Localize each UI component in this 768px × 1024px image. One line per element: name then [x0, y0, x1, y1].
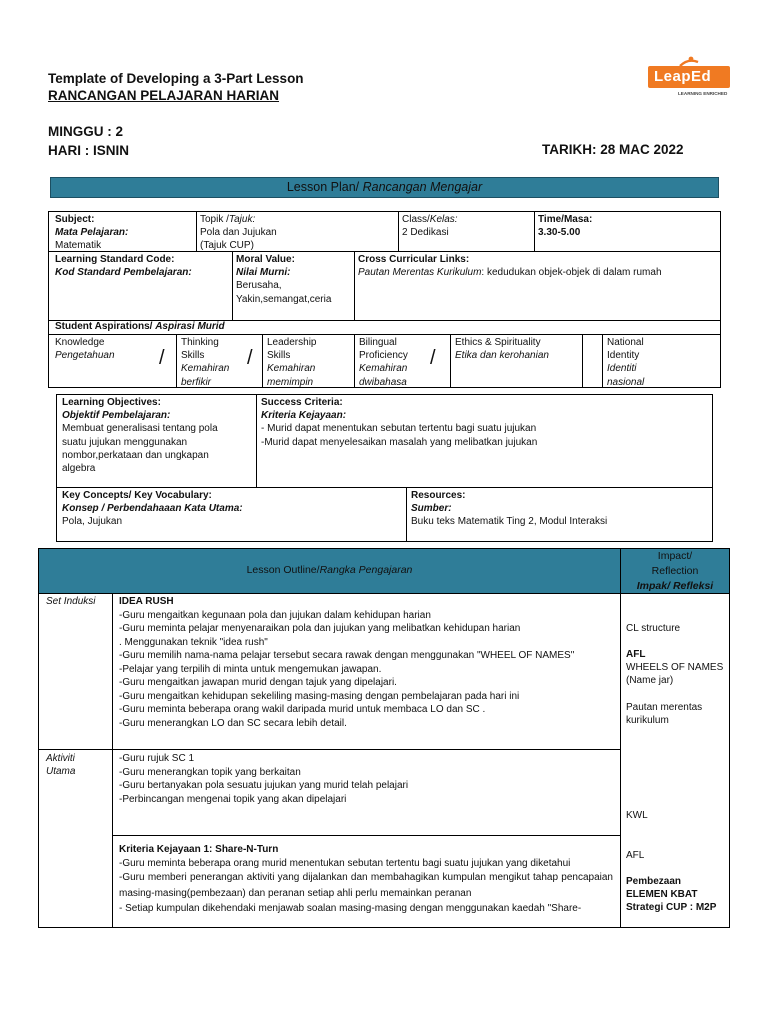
- lsc-cell: [55, 253, 192, 279]
- impact-kwl: KWL: [626, 810, 648, 821]
- banner-text: Lesson Plan/: [286, 180, 363, 194]
- lsc-label: Learning Standard Code:: [55, 254, 175, 265]
- impact-wheels: WHEELS OF NAMES: [626, 662, 724, 673]
- set-induksi-label: Set Induksi: [46, 596, 96, 607]
- aspiration-national: National Identity Identiti nasional: [607, 337, 645, 388]
- lesson-outline-table: [38, 548, 730, 928]
- week-day-block: [48, 122, 129, 160]
- impact-pautan-1: Pautan merentas: [626, 702, 703, 713]
- aktiviti-utama-label: Aktiviti Utama: [46, 753, 76, 778]
- hari-text: HARI : ISNIN: [48, 143, 129, 158]
- lesson-plan-banner: [50, 177, 719, 198]
- ccl-cell: [358, 253, 662, 279]
- moral-label-bm: Nilai Murni:: [236, 267, 291, 279]
- impact-cl: CL structure: [626, 623, 681, 634]
- topic-label-bm: Tajuk:: [228, 214, 256, 225]
- objectives-cell: Learning Objectives: Objektif Pembelajaran: Membuat generalisasi tentang pola suatu jujukan menggunakan nombor,perkataan dan ungkapan algebra: [62, 397, 218, 475]
- title-line-1: Template of Developing a 3-Part Lesson: [48, 71, 304, 86]
- impact-pembezaan: Pembezaan: [626, 876, 682, 887]
- success-criteria-cell: Success Criteria: Kriteria Kejayaan: - Murid dapat menentukan sebutan tertentu bagi suatu jujukan -Murid dapat menyelesaikan masalah yang melibatkan jujukan: [261, 397, 538, 448]
- aspiration-ethics: Ethics & Spirituality Etika dan kerohanian: [455, 337, 549, 362]
- aspiration-mark-thinking: /: [247, 347, 253, 369]
- time-label: Time/Masa:: [538, 214, 593, 225]
- impact-pautan-2: kurikulum: [626, 715, 669, 726]
- moral-cell: [236, 253, 331, 306]
- aspiration-thinking: Thinking Skills Kemahiran berfikir: [181, 337, 230, 388]
- title-line-2: RANCANGAN PELAJARAN HARIAN: [48, 88, 280, 103]
- minggu-text: MINGGU : 2: [48, 124, 124, 139]
- impact-name-jar: (Name jar): [626, 675, 674, 686]
- subject-label-bm: Mata Pelajaran:: [55, 227, 129, 239]
- leaped-logo: [646, 58, 732, 102]
- aspiration-bilingual: Bilingual Proficiency Kemahiran dwibahasa: [359, 337, 408, 388]
- aspiration-leadership: Leadership Skills Kemahiran memimpin: [267, 337, 317, 388]
- resources-cell: Resources: Sumber: Buku teks Matematik Ting 2, Modul Interaksi: [411, 490, 608, 528]
- subject-value: Matematik: [55, 240, 102, 252]
- topic-label: Topik /: [200, 214, 229, 225]
- impact-afl-2: AFL: [626, 850, 645, 861]
- topic-cell: [200, 213, 277, 253]
- logo-wordmark: LeapEd: [648, 66, 730, 88]
- class-label-bm: Kelas:: [429, 214, 458, 225]
- document-title: [48, 70, 304, 104]
- ccl-label: Cross Curricular Links:: [358, 254, 470, 265]
- lsc-label-bm: Kod Standard Pembelajaran:: [55, 267, 192, 279]
- impact-afl: AFL: [626, 649, 646, 660]
- class-cell: [402, 213, 458, 239]
- concepts-cell: Key Concepts/ Key Vocabulary: Konsep / Perbendahaaan Kata Utama: Pola, Jujukan: [62, 490, 243, 528]
- topic-value-1: Pola dan Jujukan: [200, 227, 277, 239]
- moral-value-2: Yakin,semangat,ceria: [236, 293, 332, 305]
- kriteria-kejayaan-content: Kriteria Kejayaan 1: Share-N-Turn -Guru meminta beberapa orang murid menentukan sebutan tertentu bagi suatu jujukan yang diketahui -Guru memberi penerangan aktiviti yang dijalankan dan membahagikan kumpulan mengikut tahap pencapaian masing-masing(pembezaan) dan peranan setiap ahli perlu memainkan peranan - Setiap kumpulan dikehendaki menjawab soalan masing-masing dengan menggunakan kaedah "Share-: [119, 844, 613, 914]
- aspiration-mark-knowledge: /: [159, 347, 165, 369]
- outline-header: [39, 549, 729, 593]
- outline-header-text: Lesson Outline/Rangka Pengajaran: [246, 564, 413, 576]
- aspiration-knowledge: Knowledge Pengetahuan: [55, 337, 115, 362]
- tarikh-text: TARIKH: 28 MAC 2022: [542, 142, 684, 157]
- aspirations-label: Student Aspirations/ Aspirasi Murid: [55, 321, 225, 332]
- time-cell: [538, 213, 592, 239]
- time-value: 3.30-5.00: [538, 227, 581, 239]
- ccl-value: : kedudukan objek-objek di dalam rumah: [481, 267, 662, 279]
- aspiration-mark-bilingual: /: [430, 347, 436, 369]
- subject-cell: [55, 213, 128, 253]
- subject-label: Subject:: [55, 214, 95, 225]
- topic-value-2: (Tajuk CUP): [200, 240, 254, 252]
- aktiviti-utama-content: -Guru rujuk SC 1 -Guru menerangkan topik yang berkaitan -Guru bertanyakan pola sesuatu jujukan yang murid telah pelajari -Perbincangan mengenai topik yang akan dipelajari: [119, 753, 409, 805]
- class-label: Class/: [402, 214, 430, 225]
- moral-value-1: Berusaha,: [236, 280, 282, 292]
- impact-header-text: Impact/ Reflection Impak/ Refleksi: [636, 550, 714, 592]
- class-value: 2 Dedikasi: [402, 227, 449, 239]
- logo-tagline: LEARNING ENRICHED: [678, 91, 728, 96]
- banner-text-bm: Rancangan Mengajar: [362, 180, 483, 194]
- set-induksi-content: IDEA RUSH -Guru mengaitkan kegunaan pola dan jujukan dalam kehidupan harian -Guru meminta pelajar menyenaraikan pola dan jujukan yang melibatkan kehidupan harian . Menggunakan teknik "idea rush" -Guru memilih nama-nama pelajar tersebut secara rawak dengan menggunakan "WHEEL OF NAMES" -Pelajar yang terpilih di minta untuk mengemukan jawapan. -Guru mengaitkan jawapan murid dengan tajuk yang dipelajari. -Guru mengaitkan kehidupan sekeliling masing-masing dengan pembelajaran pada hari ini -Guru meminta beberapa orang wakil daripada murid untuk membaca LO dan SC . -Guru menerangkan LO dan SC secara lebih detail.: [119, 596, 575, 729]
- impact-elemen-kbat: ELEMEN KBAT: [626, 889, 698, 900]
- moral-label: Moral Value:: [236, 254, 295, 265]
- ccl-value-bm: Pautan Merentas Kurikulum: [358, 267, 482, 279]
- impact-strategi: Strategi CUP : M2P: [626, 902, 717, 913]
